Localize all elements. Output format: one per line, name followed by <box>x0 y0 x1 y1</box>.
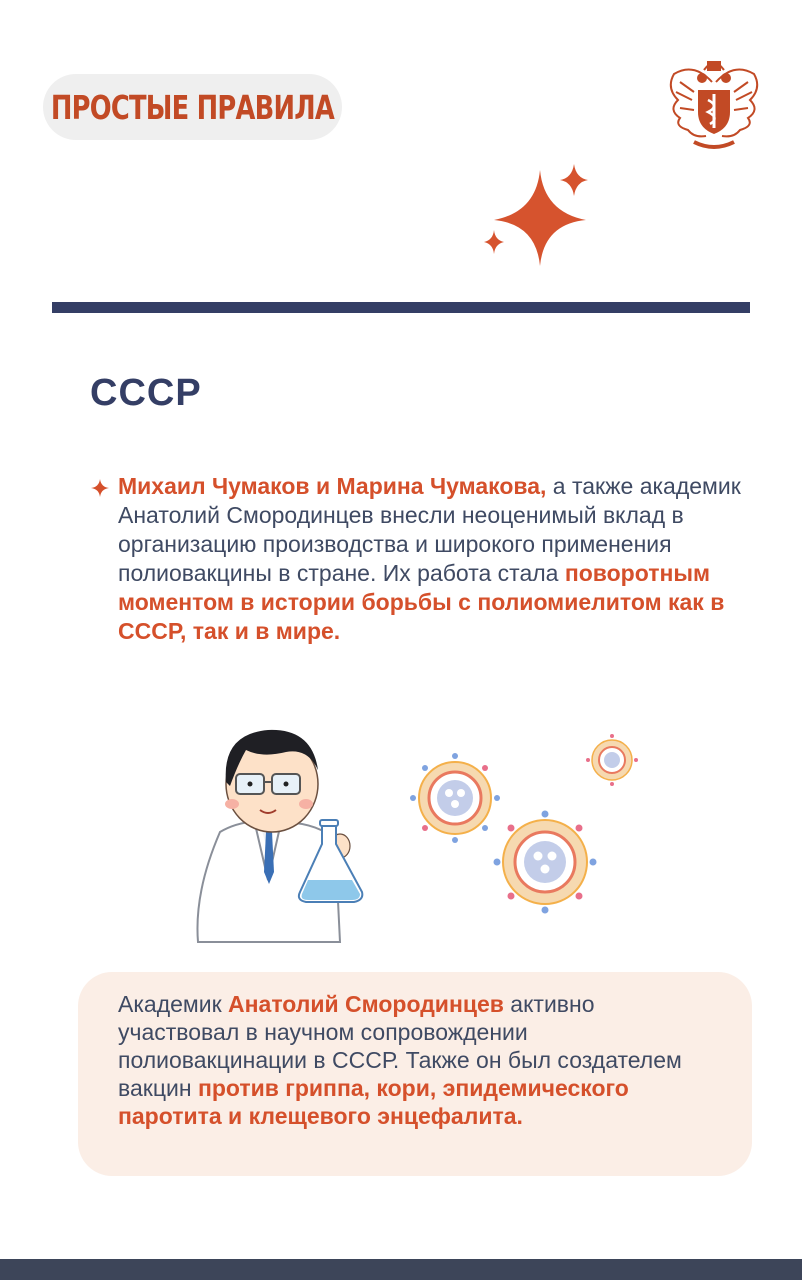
footer-bar <box>0 1259 802 1280</box>
callout-paragraph <box>118 990 718 1130</box>
virus-icon <box>405 730 645 930</box>
highlight-names: Михаил Чумаков и Марина Чумакова, <box>118 473 547 499</box>
scientist-illustration <box>190 712 380 944</box>
cross-bullet-icon <box>90 478 110 498</box>
sparkle-icon <box>476 160 602 272</box>
emblem-icon <box>664 52 764 158</box>
info-callout <box>78 972 752 1176</box>
highlight-turning-point: поворотным моментом в истории борьбы с полиомиелитом как в СССР, так и в мире. <box>118 560 725 644</box>
divider-bar <box>52 302 750 313</box>
callout-highlight-name: Анатолий Смородинцев <box>228 991 504 1017</box>
header-badge-label: ПРОСТЫЕ ПРАВИЛА <box>50 87 335 127</box>
callout-text-body: активно участвовал в научном сопровождении полиовакцинации в СССР. Также он был создателем вакцин <box>118 991 682 1101</box>
main-paragraph <box>118 472 758 646</box>
callout-text-start: Академик <box>118 991 229 1017</box>
header-badge <box>43 74 342 140</box>
section-title: СССР <box>90 372 202 414</box>
callout-highlight-vaccines: против гриппа, кори, эпидемического паротита и клещевого энцефалита. <box>118 1075 629 1129</box>
main-text-body: а также академик Анатолий Смородинцев внесли неоценимый вклад в организацию производства и широкого применения полиовакцины в стране. Их работа стала <box>118 473 741 586</box>
